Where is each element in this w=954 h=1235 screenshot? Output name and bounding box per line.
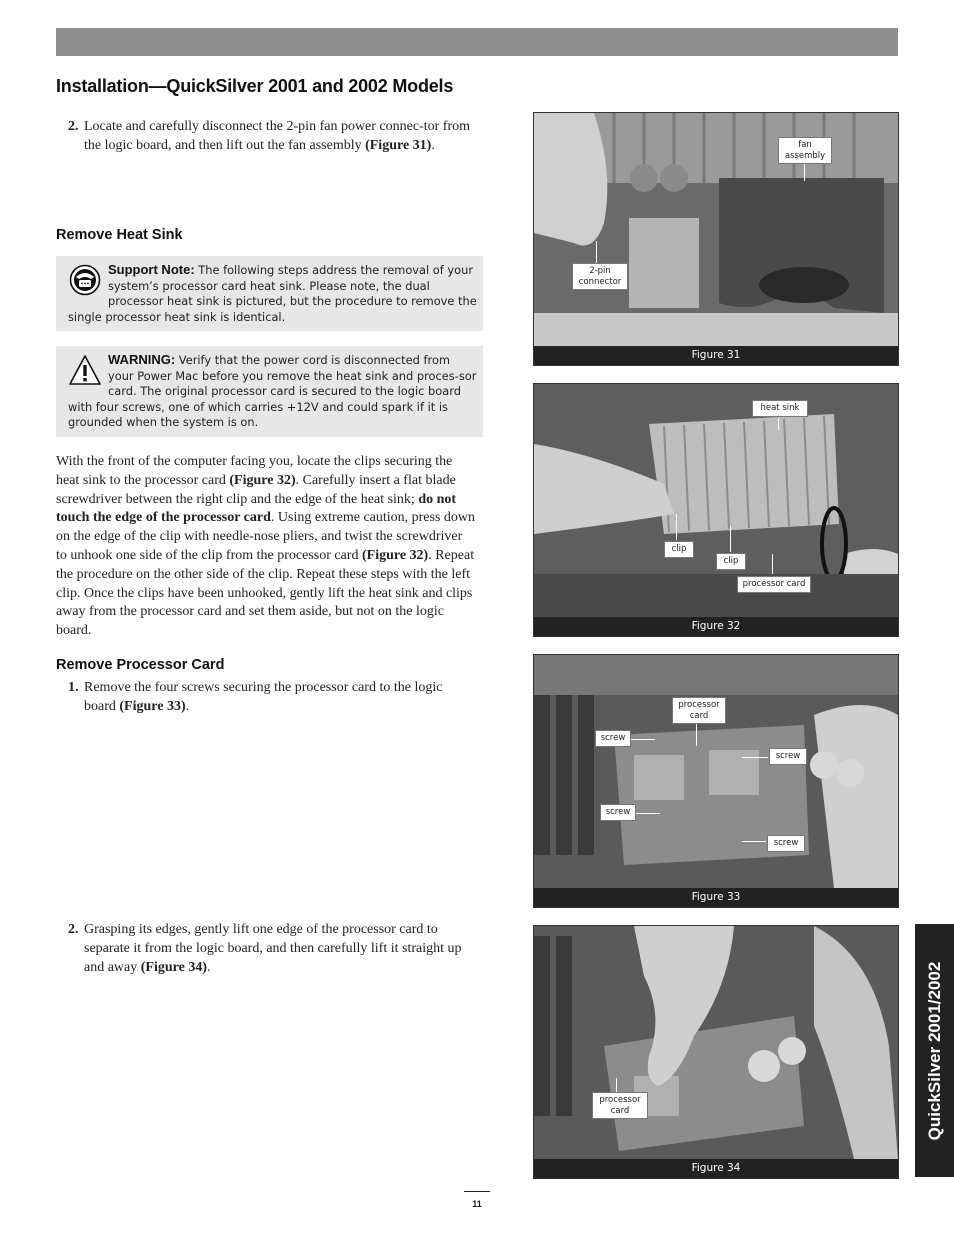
remove-processor-card-heading: Remove Processor Card bbox=[56, 657, 225, 673]
figure-34-photo bbox=[534, 926, 898, 1159]
figure-33 bbox=[533, 654, 899, 908]
para-text: . Using extreme caution, press down on the edge of the clip with needle-nose pliers, and twist the screwdriver to unhook one side of the clip from the processor card bbox=[56, 510, 476, 563]
step-text: Remove the four screws securing the processor card to the logic board bbox=[84, 680, 443, 714]
callout-leader bbox=[730, 526, 731, 552]
side-tab-label: QuickSilver 2001/2002 bbox=[924, 961, 944, 1140]
caution-text: do not touch the edge of the processor card bbox=[56, 491, 457, 526]
step-remove-screws bbox=[56, 679, 476, 717]
warning-lead: WARNING: bbox=[108, 352, 176, 367]
remove-heat-sink-heading: Remove Heat Sink bbox=[56, 227, 183, 243]
step-text: Locate and carefully disconnect the 2-pin fan power connec-tor from the logic board, and then lift out the fan assembly bbox=[84, 119, 470, 153]
figure-caption: Figure 34 bbox=[534, 1159, 898, 1178]
warning-note bbox=[56, 346, 483, 437]
figure-33-photo bbox=[534, 655, 898, 888]
footer-rule bbox=[464, 1191, 490, 1192]
page-title: Installation—QuickSilver 2001 and 2002 Models bbox=[56, 76, 454, 96]
callout-leader bbox=[676, 514, 677, 540]
warning-text: Verify that the power cord is disconnected from your Power Mac before you remove the heat sink and proces-sor card. The original processor card is secured to the logic board with four screws, one of which carries +12V and could spark if it is grounded when the system is on. bbox=[68, 353, 477, 430]
warning-icon bbox=[68, 354, 102, 386]
figure-ref: (Figure 32) bbox=[361, 547, 429, 563]
support-note-text: The following steps address the removal of your system’s processor card heat sink. Please note, the dual processor heat sink is pictured, but the procedure to remove the single processor heat sink is identical. bbox=[68, 263, 477, 324]
figure-31-photo bbox=[534, 113, 898, 346]
figure-31 bbox=[533, 112, 899, 366]
step-fan bbox=[56, 118, 476, 156]
step-end: . bbox=[207, 959, 211, 975]
callout-label: processor card bbox=[737, 576, 811, 593]
callout-label: processor card bbox=[672, 697, 726, 724]
para-text: . Carefully insert a flat blade screwdriver between the right clip and the edge of the heat sink; bbox=[56, 472, 456, 507]
figure-ref: (Figure 31) bbox=[365, 137, 432, 153]
callout-leader bbox=[596, 241, 597, 263]
support-note-lead: Support Note: bbox=[108, 262, 195, 277]
step-lift-card bbox=[56, 921, 476, 977]
figure-32-photo bbox=[534, 384, 898, 617]
callout-label: clip bbox=[716, 553, 746, 570]
step-end: . bbox=[431, 137, 435, 153]
step-end: . bbox=[185, 698, 190, 714]
callout-label: processor card bbox=[592, 1092, 648, 1119]
para-text: With the front of the computer facing you, locate the clips securing the heat sink to the processor card bbox=[56, 454, 453, 488]
figure-caption: Figure 33 bbox=[534, 888, 898, 907]
step-number: 2. bbox=[68, 119, 79, 134]
figure-ref: (Figure 34) bbox=[140, 959, 207, 975]
callout-label: clip bbox=[664, 541, 694, 558]
heat-sink-paragraph bbox=[56, 453, 476, 641]
callout-label: screw bbox=[595, 730, 631, 747]
callout-leader bbox=[742, 841, 766, 842]
page-number: 11 bbox=[472, 1199, 482, 1209]
figure-ref: (Figure 32) bbox=[229, 472, 296, 488]
callout-label: screw bbox=[769, 748, 807, 765]
figure-caption: Figure 31 bbox=[534, 346, 898, 365]
header-bar bbox=[56, 28, 898, 56]
figure-caption: Figure 32 bbox=[534, 617, 898, 636]
callout-label: screw bbox=[600, 804, 636, 821]
callout-leader bbox=[772, 554, 773, 574]
figure-34 bbox=[533, 925, 899, 1179]
callout-leader bbox=[778, 418, 779, 430]
step-text: Grasping its edges, gently lift one edge of the processor card to separate it from the logic board, and then carefully lift it straight up and away bbox=[84, 922, 462, 975]
step-number: 1. bbox=[68, 680, 79, 695]
figure-32 bbox=[533, 383, 899, 637]
callout-label: 2-pin connector bbox=[572, 263, 628, 290]
callout-label: fan assembly bbox=[778, 137, 832, 164]
callout-leader bbox=[804, 163, 805, 181]
section-side-tab bbox=[915, 924, 954, 1177]
support-note bbox=[56, 256, 483, 331]
phone-icon bbox=[68, 264, 102, 296]
callout-leader bbox=[634, 813, 660, 814]
para-text: . Repeat the procedure on the other side of the clip. Repeat these steps with the left clip. Once the clips have been unhooked, gently lift the heat sink and clips away from the processor card and set them aside, but not on the logic board. bbox=[56, 547, 475, 639]
callout-leader bbox=[696, 724, 697, 746]
figure-ref: (Figure 33) bbox=[119, 698, 186, 714]
callout-label: screw bbox=[767, 835, 805, 852]
callout-label: heat sink bbox=[752, 400, 808, 417]
callout-leader bbox=[742, 757, 768, 758]
callout-leader bbox=[629, 739, 655, 740]
step-number: 2. bbox=[68, 922, 79, 937]
